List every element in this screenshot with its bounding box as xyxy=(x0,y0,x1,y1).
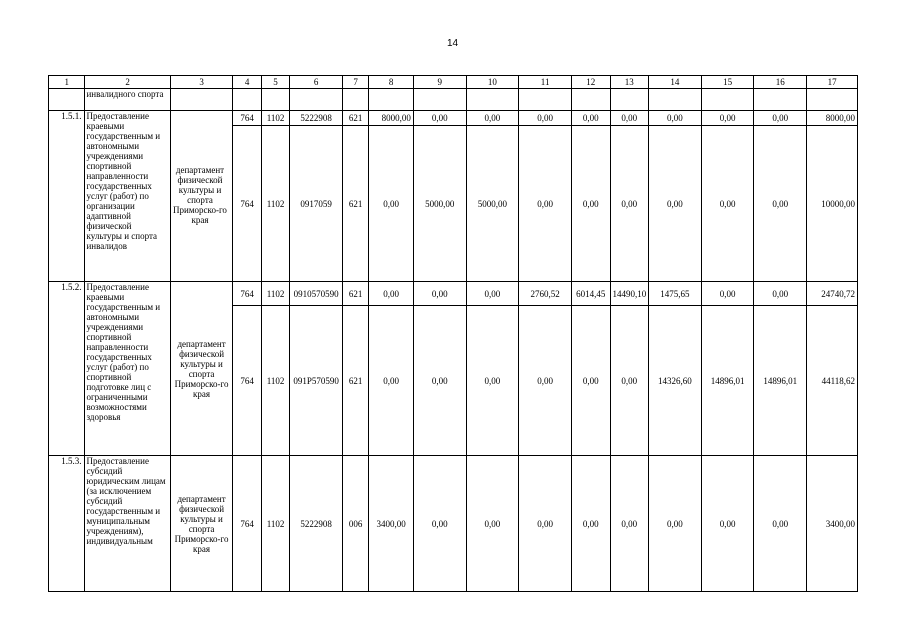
table-cell: 621 xyxy=(342,282,368,306)
table-cell: 0910570590 xyxy=(290,282,343,306)
column-header: 1 xyxy=(49,76,85,89)
table-cell: 0,00 xyxy=(413,282,466,306)
table-cell: 0,00 xyxy=(610,306,649,456)
column-header: 5 xyxy=(261,76,289,89)
table-cell: 0,00 xyxy=(519,126,572,282)
table-cell: 14896,01 xyxy=(754,306,807,456)
table-cell: 0,00 xyxy=(649,126,702,282)
table-cell: 0,00 xyxy=(701,126,754,282)
table-cell: 8000,00 xyxy=(369,111,414,126)
column-header: 8 xyxy=(369,76,414,89)
table-cell: 1102 xyxy=(261,282,289,306)
table-cell: 5000,00 xyxy=(466,126,519,282)
row-department-151: департамент физической культуры и спорта Приморско-го края xyxy=(173,165,227,225)
table-cell: 0,00 xyxy=(413,306,466,456)
table-cell: 6014,45 xyxy=(571,282,610,306)
column-header: 12 xyxy=(571,76,610,89)
table-cell: 0,00 xyxy=(519,111,572,126)
table-cell: 1475,65 xyxy=(649,282,702,306)
continuation-text: инвалидного спорта xyxy=(85,89,170,111)
column-header: 10 xyxy=(466,76,519,89)
table-row xyxy=(49,456,858,592)
table-cell: 0,00 xyxy=(466,282,519,306)
table-cell: 0,00 xyxy=(649,111,702,126)
page-number: 14 xyxy=(446,38,459,49)
table-cell: 10000,00 xyxy=(807,126,858,282)
table-cell: 0,00 xyxy=(754,282,807,306)
table-cell: 0,00 xyxy=(571,456,610,592)
column-header: 6 xyxy=(290,76,343,89)
table-row xyxy=(49,111,858,126)
row-index: 1.5.2. xyxy=(49,282,85,456)
column-header: 3 xyxy=(170,76,233,89)
table-cell: 0,00 xyxy=(413,111,466,126)
table-cell: 14490,10 xyxy=(610,282,649,306)
table-cell: 0,00 xyxy=(369,126,414,282)
column-header: 13 xyxy=(610,76,649,89)
table-cell: 0,00 xyxy=(754,456,807,592)
table-cell: 621 xyxy=(342,306,368,456)
table-cell: 0,00 xyxy=(754,126,807,282)
column-header: 14 xyxy=(649,76,702,89)
column-header: 16 xyxy=(754,76,807,89)
table-cell: 0,00 xyxy=(754,111,807,126)
table-cell: 0,00 xyxy=(610,456,649,592)
table-cell: 764 xyxy=(233,306,261,456)
table-cell: 764 xyxy=(233,111,261,126)
table-cell: 0,00 xyxy=(610,111,649,126)
table-cell: 1102 xyxy=(261,111,289,126)
table-cell: 0,00 xyxy=(466,306,519,456)
table-cell: 091P570590 xyxy=(290,306,343,456)
table-cell: 8000,00 xyxy=(807,111,858,126)
table-cell: 764 xyxy=(233,282,261,306)
table-cell: 0,00 xyxy=(649,456,702,592)
table-cell: 14326,60 xyxy=(649,306,702,456)
table-cell: 0917059 xyxy=(290,126,343,282)
table-cell: 1102 xyxy=(261,456,289,592)
budget-table xyxy=(48,75,858,592)
row-description: Предоставление краевыми государственным и автономными учреждениями спортивной направленности государственных услуг (работ) по спортивной подготовке лиц с ограниченными возможностями здоровья xyxy=(85,282,170,456)
column-header: 4 xyxy=(233,76,261,89)
row-department: департамент физической культуры и спорта Приморско-го края xyxy=(170,456,233,592)
table-cell: 006 xyxy=(342,456,368,592)
table-cell: 1102 xyxy=(261,306,289,456)
row-department: департамент физической культуры и спорта Приморско-го края xyxy=(170,282,233,456)
continuation-row xyxy=(49,89,858,111)
table-cell: 0,00 xyxy=(466,456,519,592)
table-cell: 3400,00 xyxy=(369,456,414,592)
column-header: 17 xyxy=(807,76,858,89)
table-cell: 0,00 xyxy=(466,111,519,126)
table-cell: 3400,00 xyxy=(807,456,858,592)
column-header: 11 xyxy=(519,76,572,89)
table-cell: 0,00 xyxy=(571,306,610,456)
column-header: 15 xyxy=(701,76,754,89)
table-cell: 0,00 xyxy=(571,126,610,282)
table-cell: 24740,72 xyxy=(807,282,858,306)
row-index: 1.5.1. xyxy=(49,111,85,282)
table-cell: 0,00 xyxy=(701,456,754,592)
table-cell: 0,00 xyxy=(413,456,466,592)
table-cell: 5000,00 xyxy=(413,126,466,282)
column-header: 2 xyxy=(85,76,170,89)
table-cell: 621 xyxy=(342,111,368,126)
row-index: 1.5.3. xyxy=(49,456,85,592)
table-cell: 0,00 xyxy=(571,111,610,126)
table-cell: 5222908 xyxy=(290,456,343,592)
table-row xyxy=(49,282,858,306)
table-cell: 764 xyxy=(233,126,261,282)
table-cell: 0,00 xyxy=(610,126,649,282)
row-description: Предоставление субсидий юридическим лицам (за исключением субсидий государственным и муниципальным учреждениям), индивидуальным xyxy=(85,456,170,592)
header-row xyxy=(49,76,858,89)
table-cell: 0,00 xyxy=(369,306,414,456)
table-cell: 764 xyxy=(233,456,261,592)
table-cell: 44118,62 xyxy=(807,306,858,456)
table-cell: 1102 xyxy=(261,126,289,282)
table-cell: 0,00 xyxy=(519,456,572,592)
table-cell: 0,00 xyxy=(701,282,754,306)
table-cell: 2760,52 xyxy=(519,282,572,306)
table-cell: 0,00 xyxy=(369,282,414,306)
table-cell: 5222908 xyxy=(290,111,343,126)
row-description: Предоставление краевыми государственным и автономными учреждениями спортивной направленности государственных услуг (работ) по организации адаптивной физической культуры и спорта инвалидов xyxy=(85,111,170,282)
table-cell: 0,00 xyxy=(519,306,572,456)
table-cell: 14896,01 xyxy=(701,306,754,456)
table-cell: 621 xyxy=(342,126,368,282)
column-header: 7 xyxy=(342,76,368,89)
table-cell: 0,00 xyxy=(701,111,754,126)
column-header: 9 xyxy=(413,76,466,89)
